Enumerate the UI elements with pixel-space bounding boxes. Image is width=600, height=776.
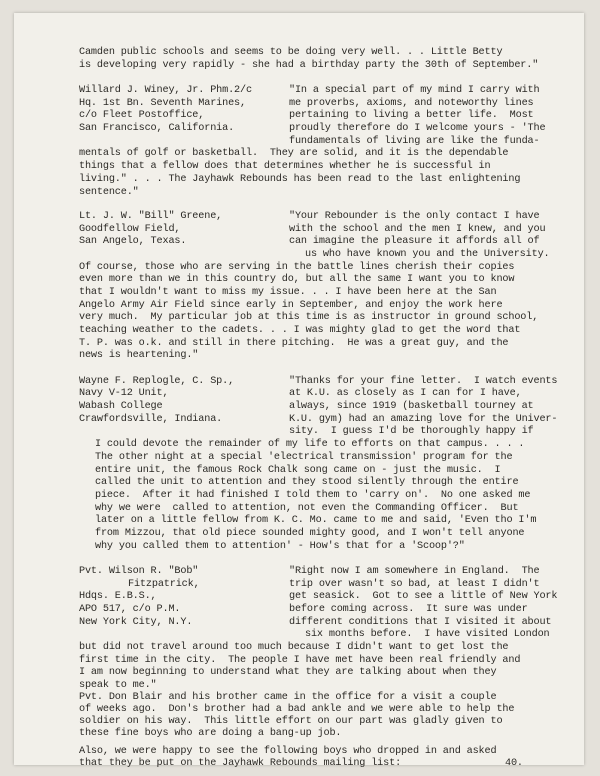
text-line: mentals of golf or basketball. They are solid, and it is the dependable bbox=[79, 148, 509, 160]
sender-address-line: Hdqs. E.B.S., bbox=[79, 591, 157, 603]
sender-address-line: Pvt. Wilson R. "Bob" bbox=[79, 565, 199, 577]
sender-address-line: New York City, N.Y. bbox=[79, 616, 193, 628]
page-number: 40. bbox=[505, 758, 523, 769]
text-line: why we were called to attention, not even the Commanding Officer. But bbox=[95, 502, 519, 514]
text-line: teaching weather to the cadets. . . I was mighty glad to get the word that bbox=[79, 325, 521, 336]
text-line: is developing very rapidly - she had a birthday party the 30th of September." bbox=[79, 59, 539, 71]
text-line: K.U. gym) had an amazing love for the Univer- bbox=[289, 413, 558, 425]
text-line: get seasick. Got to see a little of New York bbox=[289, 591, 558, 603]
text-line: I am now beginning to understand what they are talking about when they bbox=[79, 667, 497, 679]
text-line: piece. After it had finished I told them to 'carry on'. No one asked me bbox=[95, 489, 531, 501]
sender-address-line: Wabash College bbox=[79, 401, 163, 413]
text-line: living." . . . The Jayhawk Rebounds has been read to the last enlightening bbox=[79, 173, 521, 185]
sender-address-line: Fitzpatrick, bbox=[128, 578, 200, 590]
sender-address-line: APO 517, c/o P.M. bbox=[79, 603, 181, 615]
sender-address-line: San Angelo, Texas. bbox=[79, 236, 187, 248]
text-line: sentence." bbox=[79, 186, 139, 198]
text-line: The other night at a special 'electrical transmission' program for the bbox=[95, 451, 513, 463]
text-line: with the school and the men I knew, and you bbox=[289, 223, 546, 235]
sender-address-line: Crawfordsville, Indiana. bbox=[79, 413, 223, 425]
text-line: I could devote the remainder of my life to efforts on that campus. . . . bbox=[95, 439, 525, 451]
text-line: Of course, those who are serving in the battle lines cherish their copies bbox=[79, 261, 515, 273]
text-line: T. P. was o.k. and still in there pitching. He was a great guy, and the bbox=[79, 337, 509, 349]
sender-address-line: San Francisco, California. bbox=[79, 123, 235, 135]
text-line: different conditions that I visited it about bbox=[289, 616, 552, 628]
text-line: "Thanks for your fine letter. I watch events bbox=[289, 375, 558, 387]
text-line: six months before. I have visited London bbox=[305, 629, 550, 641]
text-line: proudly therefore do I welcome yours - 'The bbox=[289, 123, 546, 135]
text-line: always, since 1919 (basketball tourney at bbox=[289, 401, 534, 413]
text-line: first time in the city. The people I have met have been real friendly and bbox=[79, 654, 521, 666]
sender-address-line: Goodfellow Field, bbox=[79, 223, 181, 235]
sender-address-line: Wayne F. Replogle, C. Sp., bbox=[79, 375, 235, 387]
text-line: Also, we were happy to see the following boys who dropped in and asked bbox=[79, 746, 497, 757]
text-line: speak to me." bbox=[79, 680, 157, 691]
text-line: later on a little fellow from K. C. Mo. came to me and said, 'Even tho I'm bbox=[95, 515, 537, 527]
text-line: us who have known you and the University. bbox=[305, 248, 550, 260]
text-line: even more than we in this country do, but all the same I want you to know bbox=[79, 274, 515, 286]
text-line: entire unit, the famous Rock Chalk song came on - just the music. I bbox=[95, 464, 501, 476]
sender-address-line: Lt. J. W. "Bill" Greene, bbox=[79, 210, 223, 222]
text-line: called the unit to attention and they stood silently through the entire bbox=[95, 477, 519, 489]
text-line: Pvt. Don Blair and his brother came in the office for a visit a couple bbox=[79, 692, 497, 703]
text-line: can imagine the pleasure it affords all of bbox=[289, 236, 540, 248]
text-line: Angelo Army Air Field since early in September, and enjoy the work here bbox=[79, 299, 503, 311]
text-line: me proverbs, axioms, and noteworthy lines bbox=[289, 97, 534, 109]
text-line: things that a fellow does that determines whether he is successful in bbox=[79, 161, 491, 173]
text-line: soldier on his way. This little effort on our part was gladly given to bbox=[79, 716, 503, 727]
text-line: "In a special part of my mind I carry with bbox=[289, 85, 540, 96]
text-line: these fine boys who are doing a bang-up job. bbox=[79, 728, 342, 739]
text-line: from Mizzou, that old piece sounded mighty good, and I won't tell anyone bbox=[95, 527, 525, 539]
text-line: of weeks ago. Don's brother had a bad ankle and we were able to help the bbox=[79, 704, 515, 715]
text-line: "Right now I am somewhere in England. The bbox=[289, 565, 540, 577]
text-line: trip over wasn't so bad, at least I didn't bbox=[289, 578, 540, 590]
text-line: very much. My particular job at this time is as instructor in ground school, bbox=[79, 312, 539, 324]
text-line: that they be put on the Jayhawk Rebounds mailing list: bbox=[79, 758, 402, 769]
text-line: fundamentals of living are like the funda- bbox=[289, 135, 540, 147]
text-line: sity. I guess I'd be thoroughly happy if bbox=[289, 426, 534, 438]
text-line: at K.U. as closely as I can for I have, bbox=[289, 388, 522, 400]
sender-address-line: c/o Fleet Postoffice, bbox=[79, 110, 205, 122]
sender-address-line: Hq. 1st Bn. Seventh Marines, bbox=[79, 97, 246, 109]
text-line: pertaining to living a better life. Most bbox=[289, 110, 534, 122]
text-line: why you called them to attention' - How's that for a 'Scoop'?" bbox=[95, 540, 465, 552]
sender-address-line: Navy V-12 Unit, bbox=[79, 388, 169, 400]
text-line: news is heartening." bbox=[79, 350, 199, 362]
text-line: that I wouldn't want to miss my issue. . . I have been here at the San bbox=[79, 287, 497, 298]
text-line: Camden public schools and seems to be doing very well. . . Little Betty bbox=[79, 47, 503, 58]
text-line: but did not travel around too much because I didn't want to get lost the bbox=[79, 642, 509, 653]
text-line: before coming across. It sure was under bbox=[289, 603, 528, 615]
sender-address-line: Willard J. Winey, Jr. Phm.2/c bbox=[79, 85, 252, 96]
text-line: "Your Rebounder is the only contact I have bbox=[289, 210, 540, 222]
